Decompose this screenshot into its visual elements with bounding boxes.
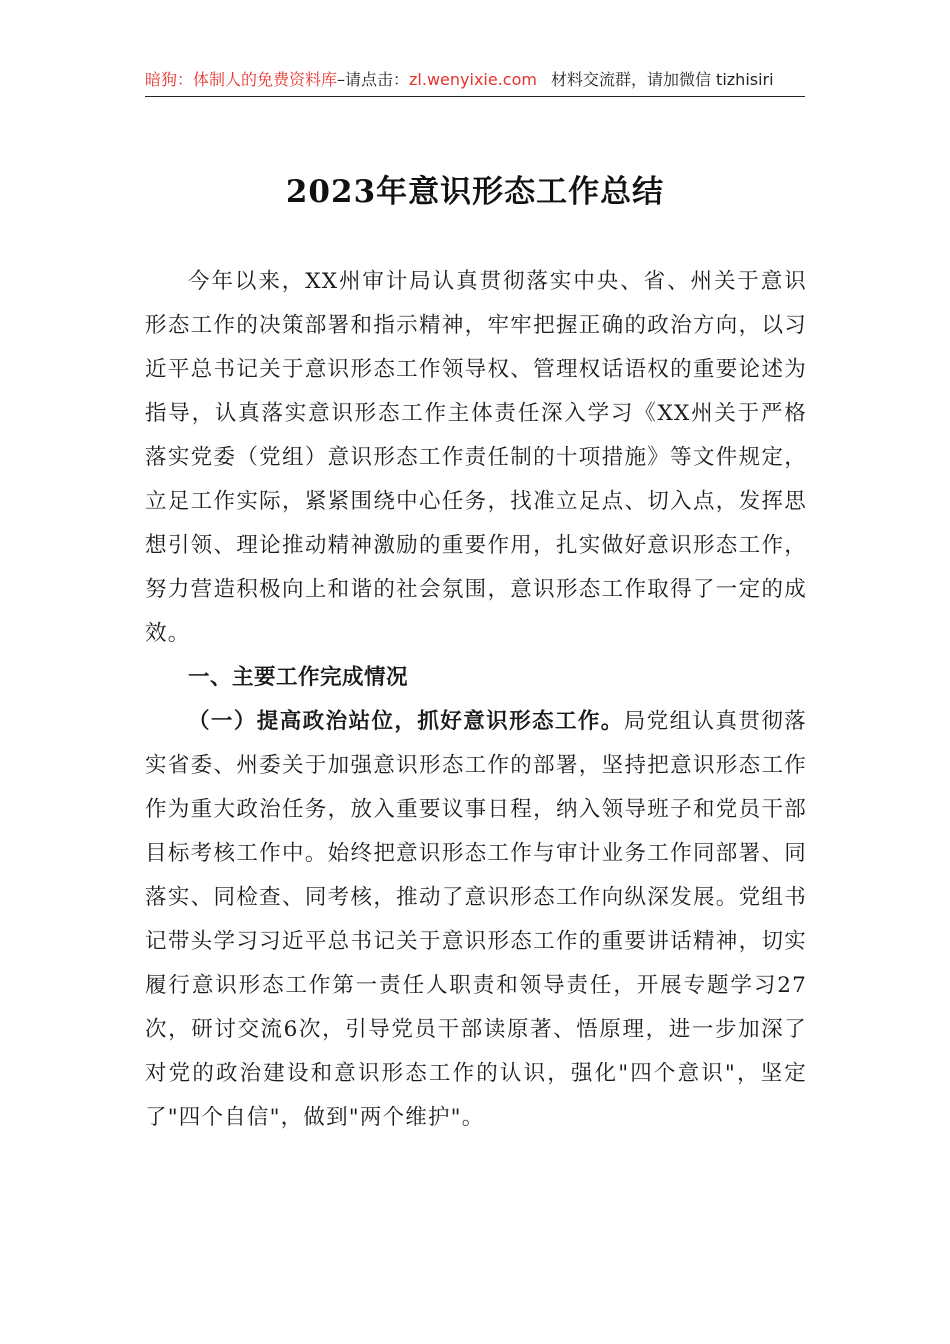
header-contact: 材料交流群，请加微信 tizhisiri <box>550 70 774 89</box>
intro-paragraph: 今年以来，XX州审计局认真贯彻落实中央、省、州关于意识形态工作的决策部署和指示精神，牢牢把握正确的政治方向，以习近平总书记关于意识形态工作领导权、管理权话语权的重要论述为指导，认真落实意识形态工作主体责任深入学习《XX州关于严格落实党委（党组）意识形态工作责任制的十项措施》等文件规定，立足工作实际，紧紧围绕中心任务，找准立足点、切入点，发挥思想引领、理论推动精神激励的重要作用，扎实做好意识形态工作，努力营造积极向上和谐的社会氛围，意识形态工作取得了一定的成效。 <box>145 269 807 646</box>
page-header <box>145 66 805 97</box>
document-title: 2023年意识形态工作总结 <box>285 174 665 210</box>
header-click-prefix: –请点击： <box>337 70 410 89</box>
subsection-paragraph <box>145 700 807 1140</box>
subsection-heading: （一）提高政治站位，抓好意识形态工作。 <box>188 709 624 734</box>
document-body <box>145 260 807 1140</box>
section-heading: 一、主要工作完成情况 <box>188 665 409 690</box>
subsection-body: 局党组认真贯彻落实省委、州委关于加强意识形态工作的部署，坚持把意识形态工作作为重大政治任务，放入重要议事日程，纳入领导班子和党员干部目标考核工作中。始终把意识形态工作与审计业务工作同部署、同落实、同检查、同考核，推动了意识形态工作向纵深发展。党组书记带头学习习近平总书记关于意识形态工作的重要讲话精神，切实履行意识形态工作第一责任人职责和领导责任，开展专题学习27次，研讨交流6次，引导党员干部读原著、悟原理，进一步加深了对党的政治建设和意识形态工作的认识，强化"四个意识"，坚定了"四个自信"，做到"两个维护"。 <box>145 709 807 1130</box>
header-brand[interactable]: 暗狗：体制人的免费资料库 <box>145 70 338 89</box>
header-site-link[interactable]: zl.wenyixie.com <box>409 70 537 89</box>
